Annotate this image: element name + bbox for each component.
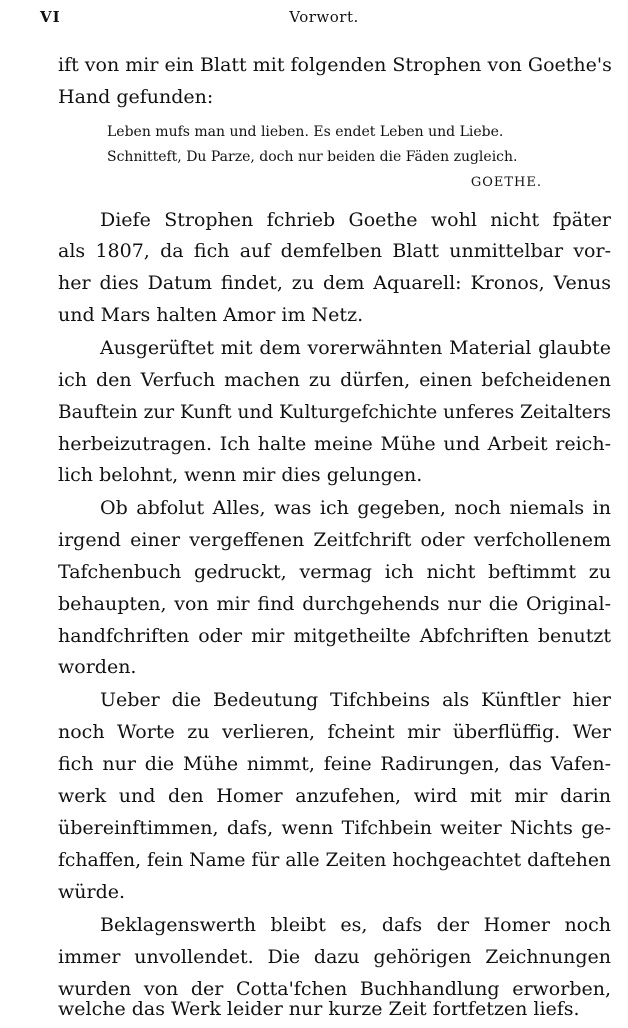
paragraph-line: fich nur die Mühe nimmt, feine Radirungen, das Vafen- <box>58 753 611 775</box>
intro-line: Hand gefunden: <box>58 86 214 108</box>
paragraph-line: wurden von der Cotta'fchen Buchhandlung erworben, <box>58 978 611 1000</box>
paragraph-line: noch Worte zu verlieren, fcheint mir überflüffig. Wer <box>58 721 611 743</box>
page-number: VI <box>40 8 61 26</box>
page-header <box>40 8 608 32</box>
paragraph-line: behaupten, von mir find durchgehends nur die Original- <box>58 593 611 615</box>
paragraph-line: Beklagenswerth bleibt es, dafs der Homer noch <box>100 914 611 936</box>
running-title: Vorwort. <box>289 8 359 26</box>
paragraph-line: irgend einer vergeffenen Zeitfchrift oder verfchollenem <box>58 529 611 551</box>
paragraph-line: herbeizutragen. Ich halte meine Mühe und Arbeit reich- <box>58 433 611 455</box>
paragraph-line: Ob abfolut Alles, was ich gegeben, noch niemals in <box>100 497 611 519</box>
paragraph-line: ich den Verfuch machen zu dürfen, einen befcheidenen <box>58 369 611 391</box>
paragraph-line: Ueber die Bedeutung Tifchbeins als Künftler hier <box>100 689 611 711</box>
paragraph-line: und Mars halten Amor im Netz. <box>58 304 364 326</box>
intro-line: ift von mir ein Blatt mit folgenden Strophen von Goethe's <box>58 54 612 76</box>
paragraph-line: welche das Werk leider nur kurze Zeit fortfetzen liefs. <box>58 998 580 1020</box>
paragraph-line: würde. <box>58 881 126 903</box>
paragraph-line: Bauftein zur Kunft und Kulturgefchichte unferes Zeitalters <box>58 401 611 423</box>
paragraph-line: als 1807, da fich auf demfelben Blatt unmittelbar vor- <box>58 240 611 262</box>
verse-attribution: GOETHE. <box>470 175 542 190</box>
paragraph-line: handfchriften oder mir mitgetheilte Abfchriften benutzt <box>58 625 611 647</box>
paragraph-line: her dies Datum findet, zu dem Aquarell: Kronos, Venus <box>58 272 611 294</box>
paragraph-line: lich belohnt, wenn mir dies gelungen. <box>58 464 423 486</box>
paragraph-line: werk und den Homer anzufehen, wird mit mir darin <box>58 785 611 807</box>
paragraph-line: worden. <box>58 656 137 678</box>
paragraph-line: Ausgerüftet mit dem vorerwähnten Material glaubte <box>100 337 611 359</box>
verse-line: Leben mufs man und lieben. Es endet Leben und Liebe. <box>107 124 504 140</box>
paragraph-line: Tafchenbuch gedruckt, vermag ich nicht beftimmt zu <box>58 561 611 583</box>
paragraph-line: Diefe Strophen fchrieb Goethe wohl nicht fpäter <box>100 209 611 231</box>
verse-line: Schnitteft, Du Parze, doch nur beiden die Fäden zugleich. <box>107 149 518 165</box>
paragraph-line: übereinftimmen, dafs, wenn Tifchbein weiter Nichts ge- <box>58 817 611 839</box>
paragraph-line: fchaffen, fein Name für alle Zeiten hochgeachtet daftehen <box>58 849 612 871</box>
paragraph-line: immer unvollendet. Die dazu gehörigen Zeichnungen <box>58 946 611 968</box>
